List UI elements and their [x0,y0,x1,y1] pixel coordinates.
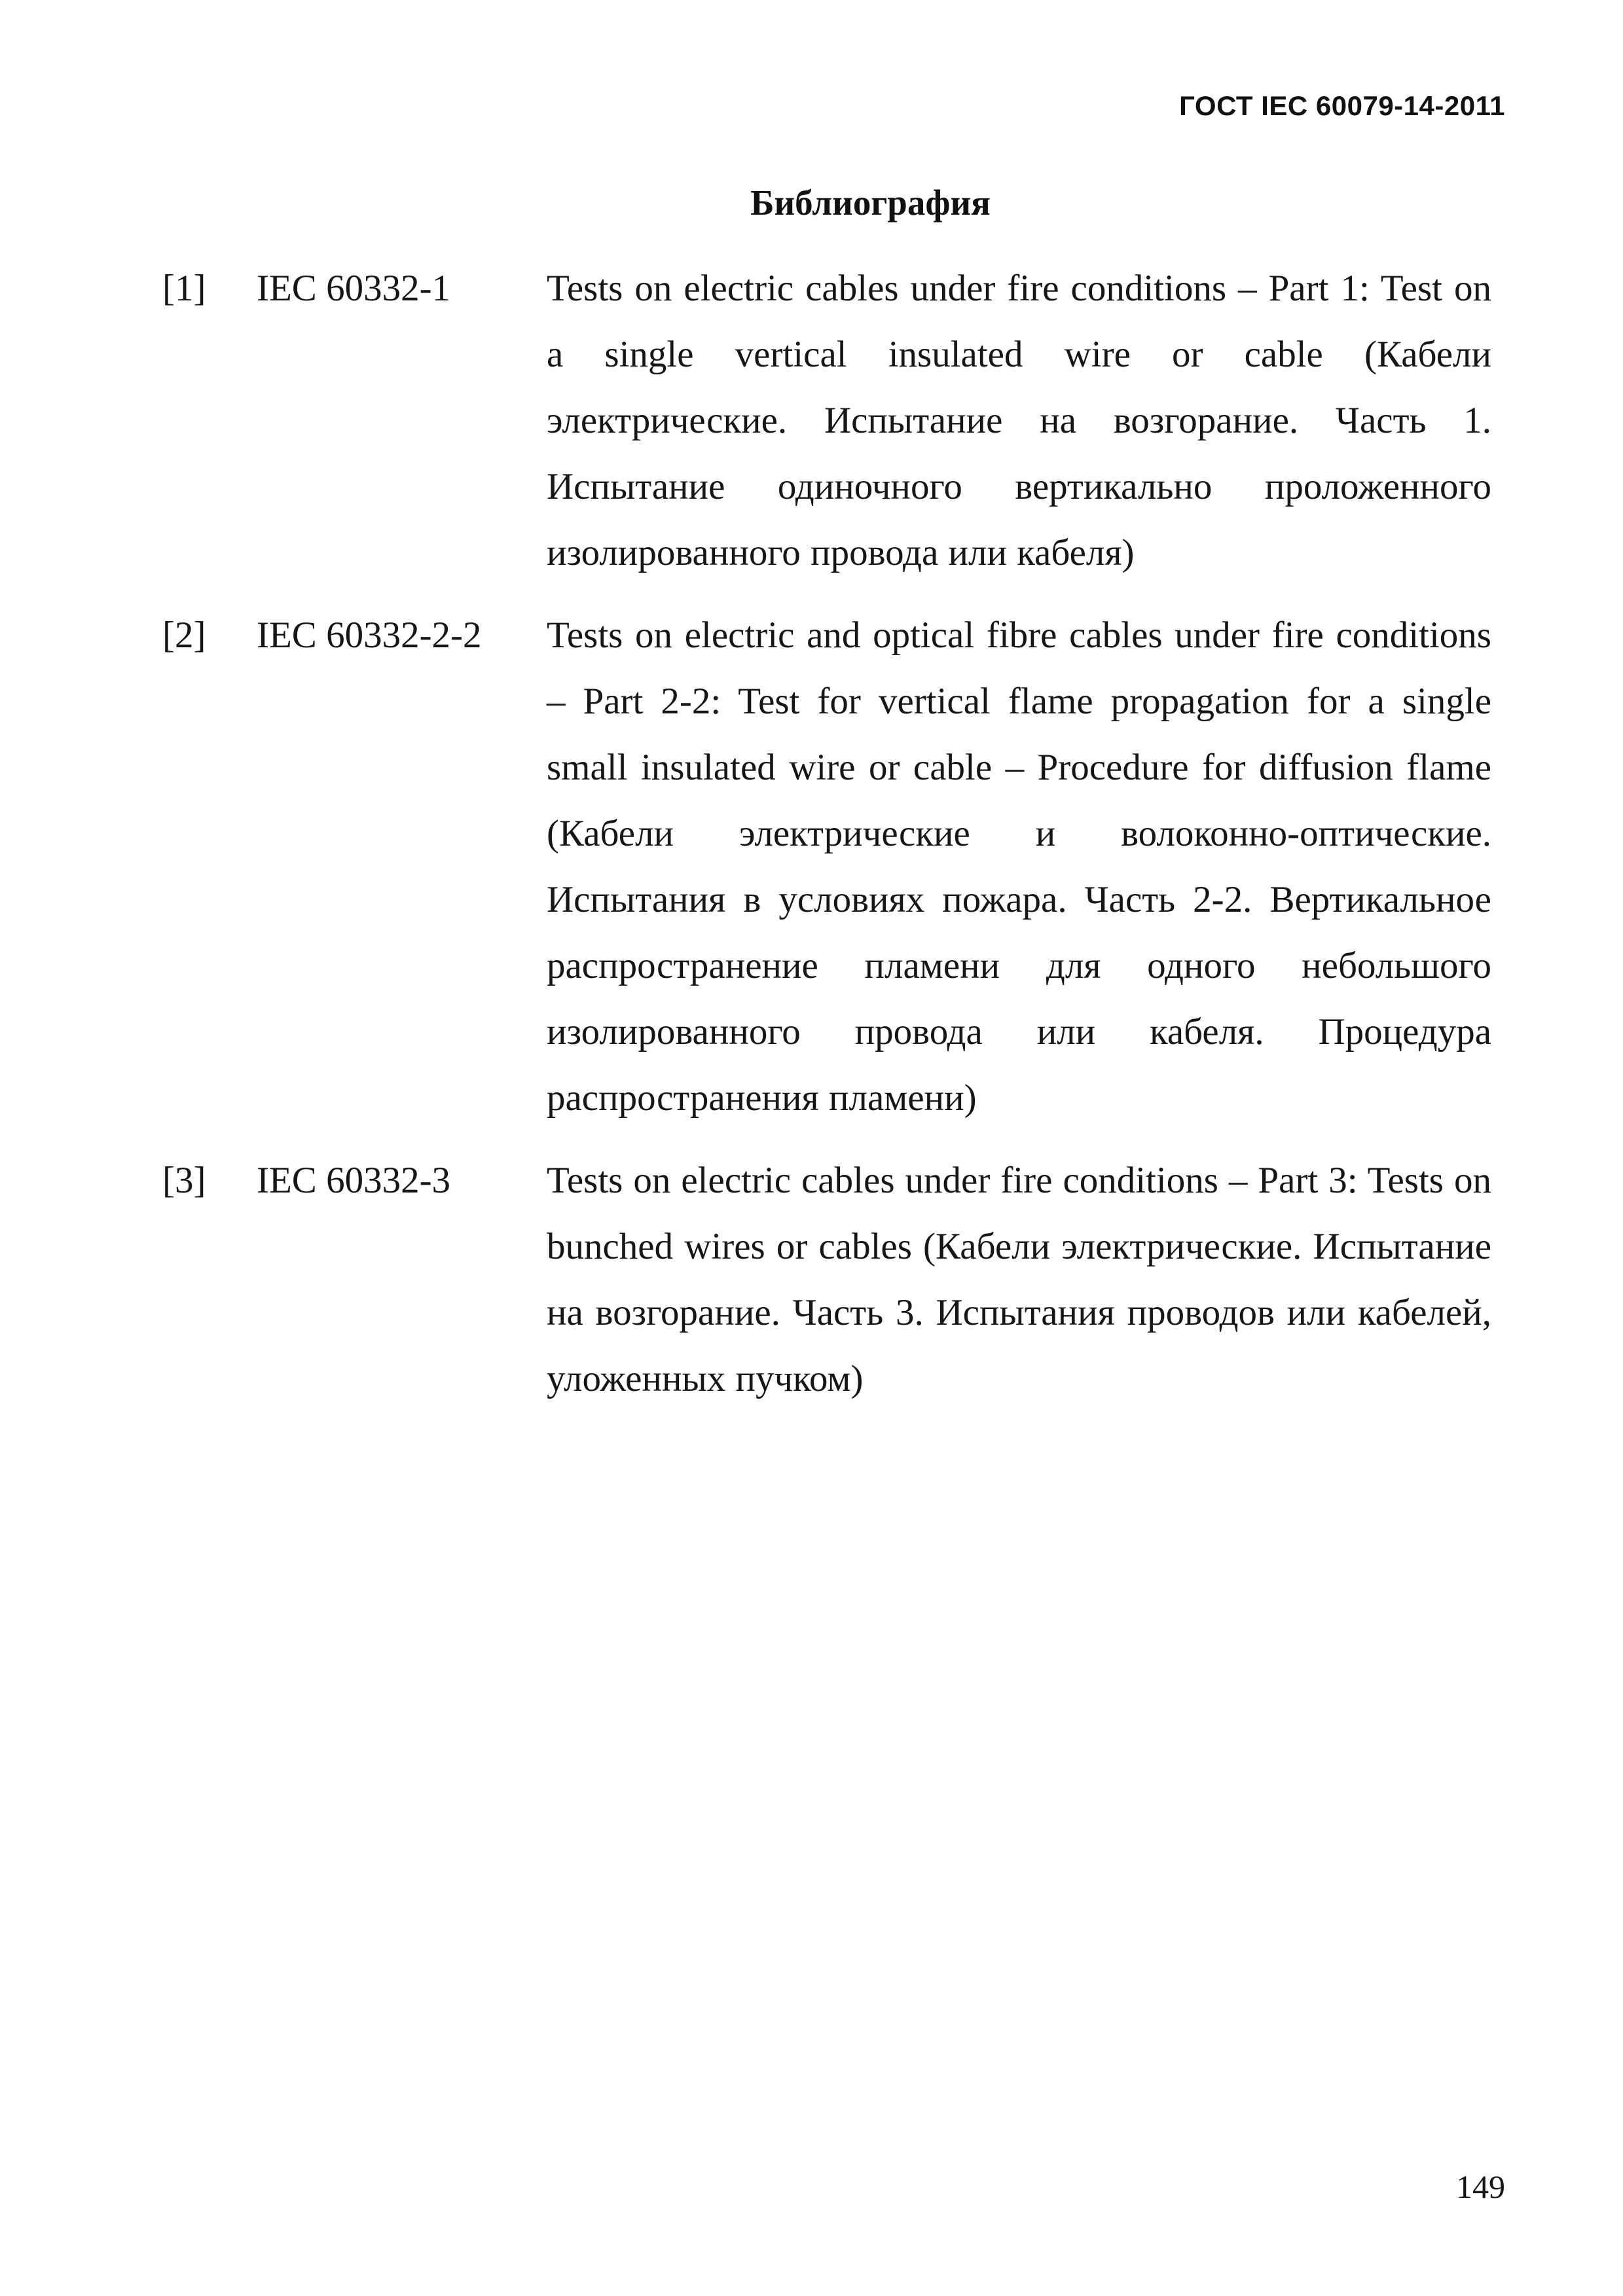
document-code-header: ГОСТ IEC 60079-14-2011 [1179,90,1505,121]
entry-number: [2] [162,615,206,656]
entry-number: [1] [162,268,206,309]
bibliography-entry [162,255,1491,586]
entry-description: Tests on electric and optical fibre cables under fire conditions – Part 2-2: Test for vertical flame propagation for a single small insulated wire or cable – Procedure for diffusion flame (Кабели электрические и волоконно-оптические. Испытания в условиях пожара. Часть 2-2. Вертикальное распространение пламени для одного небольшого изолированного провода или кабеля. Процедура распространения пламени) [547,615,1491,1119]
bibliography-entry [162,1147,1491,1412]
bibliography-list [162,255,1491,1428]
page-number: 149 [1456,2168,1505,2205]
entry-standard-code: IEC 60332-2-2 [257,615,482,656]
entry-standard-code: IEC 60332-1 [257,268,451,309]
bibliography-entry [162,602,1491,1131]
entry-description: Tests on electric cables under fire conditions – Part 3: Tests on bunched wires or cables (Кабели электрические. Испытание на возгорание. Часть 3. Испытания проводов или кабелей, уложенных пучком) [547,1160,1491,1399]
entry-standard-code: IEC 60332-3 [257,1160,451,1201]
entry-number: [3] [162,1160,206,1201]
section-title: Библиография [750,183,991,223]
entry-description: Tests on electric cables under fire conditions – Part 1: Test on a single vertical insulated wire or cable (Кабели электрические. Испытание на возгорание. Часть 1. Испытание одиночного вертикально проложенного изолированного провода или кабеля) [547,268,1491,573]
